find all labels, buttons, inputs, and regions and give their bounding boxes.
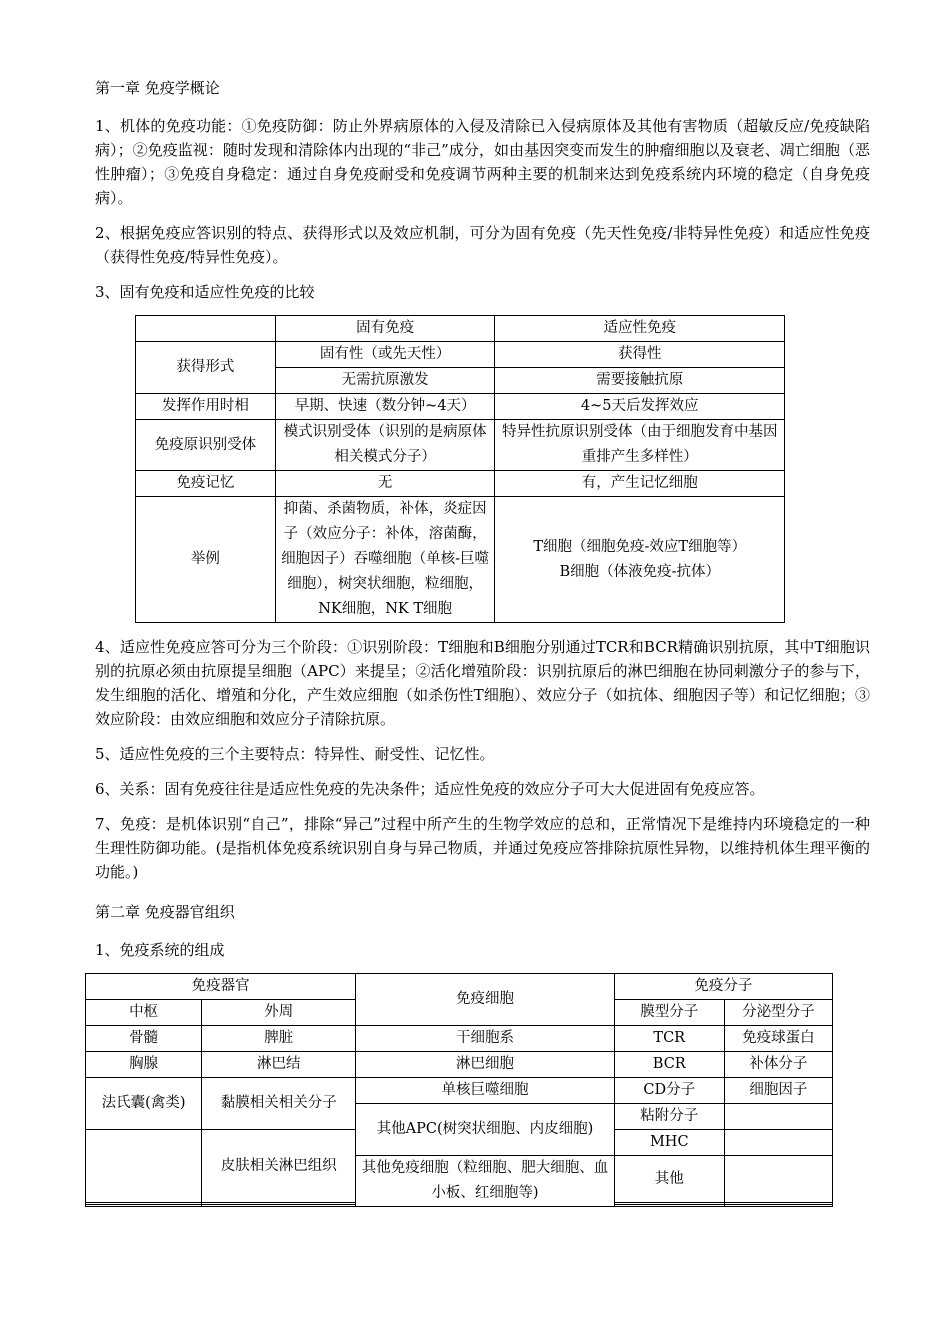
- table-row: [86, 1026, 833, 1052]
- row-label: 免疫记忆: [136, 471, 276, 497]
- table-cell: [86, 1205, 202, 1207]
- table-row: [136, 497, 785, 623]
- table-cell: [202, 1205, 356, 1207]
- table-cell: 其他: [614, 1156, 724, 1203]
- paragraph: 4、适应性免疫应答可分为三个阶段：①识别阶段：T细胞和B细胞分别通过TCR和BCR精确识别抗原，其中T细胞识别的抗原必须由抗原提呈细胞（APC）来提呈；②活化增殖阶段：识别抗原后的淋巴细胞在协同刺激分子的参与下，发生细胞的活化、增殖和分化，产生效应细胞（如杀伤性T细胞）、效应分子（如抗体、细胞因子等）和记忆细胞；③效应阶段：由效应细胞和效应分子清除抗原。: [95, 638, 870, 728]
- table-row: [136, 420, 785, 471]
- cell-line: T细胞（细胞免疫-效应T细胞等）: [533, 538, 747, 555]
- table-cell: 无需抗原激发: [275, 368, 495, 394]
- table-cell: 无: [275, 471, 495, 497]
- row-label: 免疫原识别受体: [136, 420, 276, 471]
- table-cell: [724, 1104, 832, 1130]
- table-header: 免疫器官: [86, 974, 356, 1000]
- table-cell: CD分子: [614, 1078, 724, 1104]
- innate-vs-adaptive-table: [135, 315, 785, 623]
- table-cell: 淋巴结: [202, 1052, 356, 1078]
- table-cell: MHC: [614, 1130, 724, 1156]
- table-cell: 特异性抗原识别受体（由于细胞发育中基因重排产生多样性）: [495, 420, 785, 471]
- table-cell: [86, 1130, 202, 1203]
- table-cell: TCR: [614, 1026, 724, 1052]
- paragraph: 1、免疫系统的组成: [95, 941, 225, 959]
- table-cell: 粘附分子: [614, 1104, 724, 1130]
- cell-line: B细胞（体液免疫-抗体）: [559, 563, 720, 580]
- table-cell: 4~5天后发挥效应: [495, 394, 785, 420]
- paragraph: 3、固有免疫和适应性免疫的比较: [95, 283, 315, 301]
- table-cell: 获得性: [495, 342, 785, 368]
- table-cell: 干细胞系: [356, 1026, 614, 1052]
- chapter-1-title: 第一章 免疫学概论: [95, 79, 220, 97]
- immune-system-table: [85, 973, 833, 1207]
- row-label: 获得形式: [136, 342, 276, 394]
- table-cell: 淋巴细胞: [356, 1052, 614, 1078]
- table-cell: 抑菌、杀菌物质，补体，炎症因子（效应分子：补体，溶菌酶，细胞因子）吞噬细胞（单核-巨噬细胞），树突状细胞，粒细胞，NK细胞，NK T细胞: [275, 497, 495, 623]
- table-cell: 单核巨噬细胞: [356, 1078, 614, 1104]
- table-header: 中枢: [86, 1000, 202, 1026]
- table-cell: [724, 1205, 832, 1207]
- table-cell: 有，产生记忆细胞: [495, 471, 785, 497]
- table-cell: BCR: [614, 1052, 724, 1078]
- row-label: 举例: [136, 497, 276, 623]
- table-row: [86, 974, 833, 1000]
- table-row: [136, 342, 785, 368]
- table-cell: [136, 316, 276, 342]
- table-row: [136, 394, 785, 420]
- table-cell: 固有性（或先天性）: [275, 342, 495, 368]
- table-cell: 皮肤相关淋巴组织: [202, 1130, 356, 1203]
- paragraph: 6、关系：固有免疫往往是适应性免疫的先决条件；适应性免疫的效应分子可大大促进固有免疫应答。: [95, 780, 765, 798]
- table-header: 固有免疫: [275, 316, 495, 342]
- document-page: [95, 76, 870, 1207]
- chapter-2-title: 第二章 免疫器官组织: [95, 903, 235, 921]
- table-cell: 免疫球蛋白: [724, 1026, 832, 1052]
- table-cell: 细胞因子: [724, 1078, 832, 1104]
- table-cell: 需要接触抗原: [495, 368, 785, 394]
- table-row: [136, 471, 785, 497]
- table-cell: 模式识别受体（识别的是病原体相关模式分子）: [275, 420, 495, 471]
- table-cell: 其他免疫细胞（粒细胞、肥大细胞、血小板、红细胞等): [356, 1156, 614, 1207]
- table-header: 膜型分子: [614, 1000, 724, 1026]
- table-cell: [724, 1130, 832, 1156]
- table-cell: [614, 1205, 724, 1207]
- table-cell: 早期、快速（数分钟~4天）: [275, 394, 495, 420]
- table-cell: 法氏囊(禽类): [86, 1078, 202, 1130]
- table-cell: 其他APC(树突状细胞、内皮细胞): [356, 1104, 614, 1156]
- paragraph: 7、免疫：是机体识别“自己”，排除“异己”过程中所产生的生物学效应的总和，正常情况下是维持内环境稳定的一种生理性防御功能。(是指机体免疫系统识别自身与异己物质，并通过免疫应答排除抗原性异物，以维持机体生理平衡的功能。): [95, 815, 870, 881]
- table-cell: 脾脏: [202, 1026, 356, 1052]
- table-cell: 黏膜相关相关分子: [202, 1078, 356, 1130]
- row-label: 发挥作用时相: [136, 394, 276, 420]
- table-header: 免疫分子: [614, 974, 832, 1000]
- table-cell: 胸腺: [86, 1052, 202, 1078]
- table-header: 适应性免疫: [495, 316, 785, 342]
- table-cell: 骨髓: [86, 1026, 202, 1052]
- table-header: 外周: [202, 1000, 356, 1026]
- paragraph: 1、机体的免疫功能：①免疫防御：防止外界病原体的入侵及清除已入侵病原体及其他有害物质（超敏反应/免疫缺陷病）；②免疫监视：随时发现和清除体内出现的“非己”成分，如由基因突变而发生的肿瘤细胞以及衰老、凋亡细胞（恶性肿瘤）；③免疫自身稳定：通过自身免疫耐受和免疫调节两种主要的机制来达到免疫系统内环境的稳定（自身免疫病）。: [95, 117, 870, 207]
- table-row: [86, 1052, 833, 1078]
- table-cell: [495, 497, 785, 623]
- paragraph: 5、适应性免疫的三个主要特点：特异性、耐受性、记忆性。: [95, 745, 495, 763]
- table-header: 免疫细胞: [356, 974, 614, 1026]
- table-cell: [724, 1156, 832, 1203]
- table-row: [136, 316, 785, 342]
- paragraph: 2、根据免疫应答识别的特点、获得形式以及效应机制，可分为固有免疫（先天性免疫/非特异性免疫）和适应性免疫（获得性免疫/特异性免疫）。: [95, 224, 870, 266]
- table-header: 分泌型分子: [724, 1000, 832, 1026]
- table-row: [86, 1078, 833, 1104]
- table-cell: 补体分子: [724, 1052, 832, 1078]
